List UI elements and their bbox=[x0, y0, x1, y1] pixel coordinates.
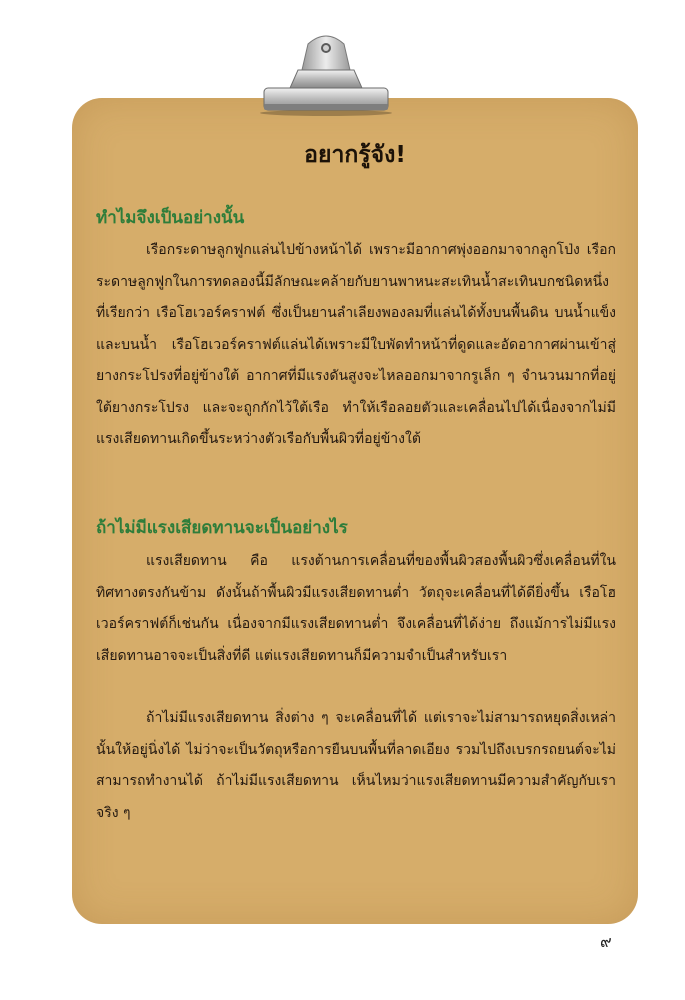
page-number: ๙ bbox=[600, 932, 612, 951]
paragraph-hovercraft: เรือกระดาษลูกฟูกแล่นไปข้างหน้าได้ เพราะมีอากาศพุ่งออกมาจากลูกโป่ง เรือกระดาษลูกฟูกในการทดลองนี้มีลักษณะคล้ายกับยานพาหนะสะเทินน้ำสะเทินบกชนิดหนึ่งที่เรียกว่า เรือโฮเวอร์คราฟต์ ซึ่งเป็นยานลำเลียงพองลมที่แล่นได้ทั้งบนพื้นดิน บนน้ำแข็ง และบนน้ำ เรือโฮเวอร์คราฟต์แล่นได้เพราะมีใบพัดทำหน้าที่ดูดและอัดอากาศผ่านเข้าสู่ยางกระโปรงที่อยู่ข้างใต้ อากาศที่มีแรงดันสูงจะไหลออกมาจากรูเล็ก ๆ จำนวนมากที่อยู่ใต้ยางกระโปรง และจะถูกกักไว้ใต้เรือ ทำให้เรือลอยตัวและเคลื่อนไปได้เนื่องจากไม่มีแรงเสียดทานเกิดขึ้นระหว่างตัวเรือกับพื้นผิวที่อยู่ข้างใต้ bbox=[96, 242, 616, 447]
paragraph-friction-importance: ถ้าไม่มีแรงเสียดทาน สิ่งต่าง ๆ จะเคลื่อนที่ได้ แต่เราจะไม่สามารถหยุดสิ่งเหล่านั้นให้อยู่นิ่งได้ ไม่ว่าจะเป็นวัตถุหรือการยืนบนพื้นที่ลาดเอียง รวมไปถึงเบรกรถยนต์จะไม่สามารถทำงานได้ ถ้าไม่มีแรงเสียดทาน เห็นไหมว่าแรงเสียดทานมีความสำคัญกับเราจริง ๆ bbox=[96, 710, 616, 821]
section-heading-no-friction: ถ้าไม่มีแรงเสียดทานจะเป็นอย่างไร bbox=[96, 518, 348, 538]
paragraph-friction-definition: แรงเสียดทาน คือ แรงต้านการเคลื่อนที่ของพื้นผิวสองพื้นผิวซึ่งเคลื่อนที่ในทิศทางตรงกันข้าม ดังนั้นถ้าพื้นผิวมีแรงเสียดทานต่ำ วัตถุจะเคลื่อนที่ได้ดียิ่งขึ้น เรือโฮเวอร์คราฟต์ก็เช่นกัน เนื่องจากมีแรงเสียดทานต่ำ จึงเคลื่อนที่ได้ง่าย ถึงแม้การไม่มีแรงเสียดทานอาจจะเป็นสิ่งที่ดี แต่แรงเสียดทานก็มีความจำเป็นสำหรับเรา bbox=[96, 553, 616, 664]
binder-clip-icon bbox=[258, 30, 394, 116]
section-heading-why: ทำไมจึงเป็นอย่างนั้น bbox=[96, 208, 245, 228]
page-title: อยากรู้จัง! bbox=[304, 142, 406, 168]
